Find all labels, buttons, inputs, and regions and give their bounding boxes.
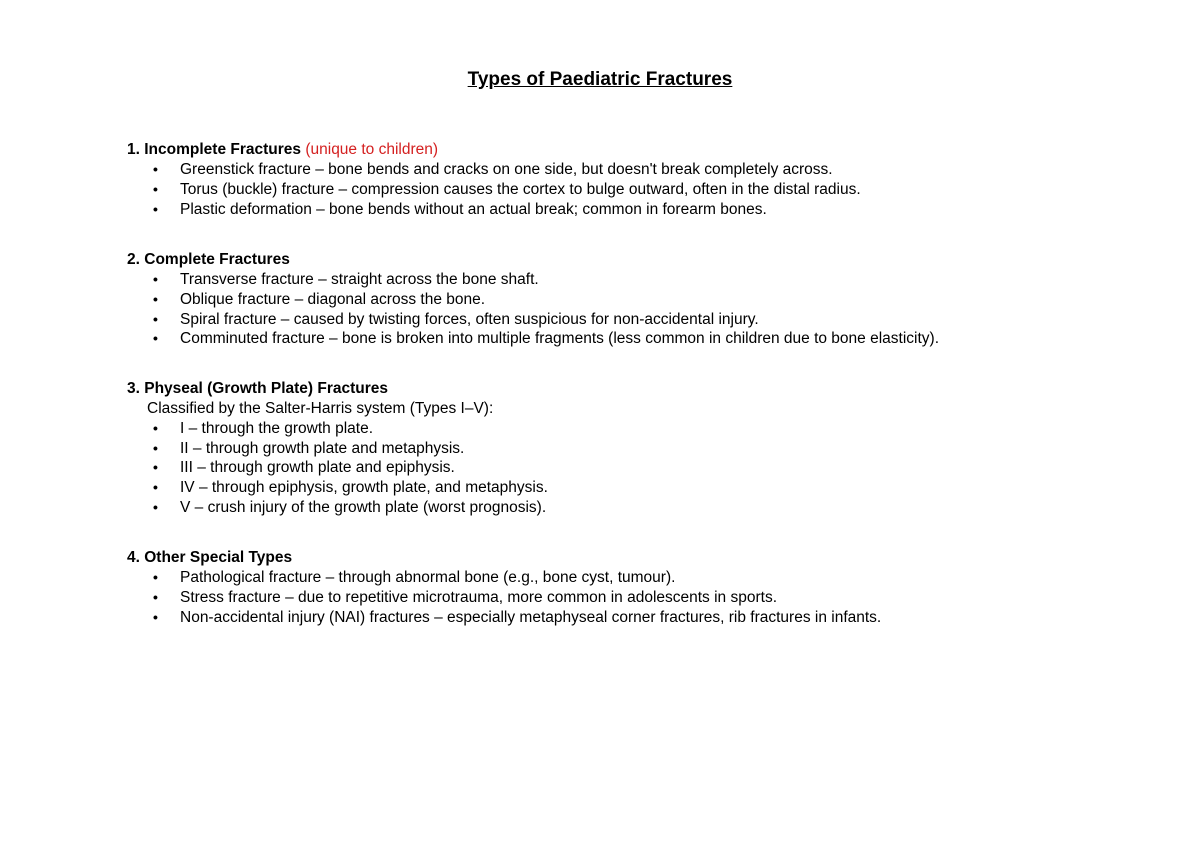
section-title: Complete Fractures bbox=[144, 251, 290, 268]
bullet-icon: • bbox=[153, 310, 158, 327]
section-number: 4. bbox=[127, 549, 140, 566]
list-item-text: Stress fracture – due to repetitive microtrauma, more common in adolescents in sports. bbox=[180, 588, 777, 606]
bullet-icon: • bbox=[153, 290, 158, 307]
list-item-text: Comminuted fracture – bone is broken into multiple fragments (less common in children due to bone elasticity). bbox=[180, 330, 940, 348]
bullet-list bbox=[127, 568, 1127, 627]
list-item-text: II – through growth plate and metaphysis. bbox=[180, 439, 465, 457]
list-item-text: Oblique fracture – diagonal across the bone. bbox=[180, 290, 486, 308]
bullet-list bbox=[127, 270, 1127, 349]
bullet-icon: • bbox=[153, 271, 158, 287]
section-note: (unique to children) bbox=[305, 141, 439, 158]
list-item bbox=[127, 180, 1127, 200]
list-item-text: Torus (buckle) fracture – compression causes the cortex to bulge outward, often in the distal radius. bbox=[180, 180, 861, 198]
list-item bbox=[127, 439, 1127, 459]
list-item bbox=[127, 290, 1127, 310]
list-item bbox=[127, 588, 1127, 608]
list-item-text: Pathological fracture – through abnormal bone (e.g., bone cyst, tumour). bbox=[180, 569, 676, 586]
section-heading bbox=[127, 140, 1127, 160]
section-heading bbox=[127, 379, 1127, 399]
list-item-text: I – through the growth plate. bbox=[180, 419, 374, 437]
list-item bbox=[127, 310, 1127, 330]
section-number: 3. bbox=[127, 380, 140, 397]
section-other-special-types bbox=[127, 548, 1127, 627]
list-item bbox=[127, 568, 1127, 588]
list-item bbox=[127, 498, 1127, 518]
bullet-list bbox=[127, 160, 1127, 219]
bullet-icon: • bbox=[153, 439, 158, 456]
bullet-icon: • bbox=[153, 608, 158, 625]
bullet-icon: • bbox=[153, 569, 158, 585]
section-title: Physeal (Growth Plate) Fractures bbox=[144, 380, 389, 397]
section-heading bbox=[127, 548, 1127, 568]
section-title: Other Special Types bbox=[144, 549, 293, 566]
bullet-icon: • bbox=[153, 419, 158, 436]
list-item-text: Spiral fracture – caused by twisting forces, often suspicious for non-accidental injury. bbox=[180, 310, 759, 328]
section-number: 1. bbox=[127, 141, 140, 158]
section-number: 2. bbox=[127, 251, 140, 268]
document-title: Types of Paediatric Fractures bbox=[467, 69, 733, 90]
section-incomplete-fractures bbox=[127, 140, 1127, 219]
section-intro: Classified by the Salter-Harris system (Types I–V): bbox=[147, 400, 494, 417]
bullet-icon: • bbox=[153, 479, 158, 496]
bullet-icon: • bbox=[153, 180, 158, 197]
bullet-icon: • bbox=[153, 498, 158, 515]
section-complete-fractures bbox=[127, 250, 1127, 349]
bullet-list bbox=[127, 419, 1127, 518]
list-item bbox=[127, 200, 1127, 220]
list-item-text: Non-accidental injury (NAI) fractures – especially metaphyseal corner fractures, rib fractures in infants. bbox=[180, 608, 882, 626]
section-title: Incomplete Fractures bbox=[144, 141, 302, 158]
list-item bbox=[127, 608, 1127, 628]
list-item bbox=[127, 329, 1127, 349]
list-item-text: Plastic deformation – bone bends without an actual break; common in forearm bones. bbox=[180, 200, 767, 218]
list-item-text: V – crush injury of the growth plate (worst prognosis). bbox=[180, 498, 547, 516]
list-item bbox=[127, 270, 1127, 290]
list-item-text: Transverse fracture – straight across the bone shaft. bbox=[180, 271, 539, 288]
bullet-icon: • bbox=[153, 588, 158, 605]
list-item-text: Greenstick fracture – bone bends and cracks on one side, but doesn't break completely across. bbox=[180, 161, 833, 178]
list-item bbox=[127, 478, 1127, 498]
section-physeal-fractures bbox=[127, 379, 1127, 518]
list-item bbox=[127, 160, 1127, 180]
list-item-text: III – through growth plate and epiphysis. bbox=[180, 459, 455, 477]
section-heading bbox=[127, 250, 1127, 270]
bullet-icon: • bbox=[153, 161, 158, 177]
list-item bbox=[127, 458, 1127, 478]
list-item-text: IV – through epiphysis, growth plate, and metaphysis. bbox=[180, 479, 548, 497]
list-item bbox=[127, 419, 1127, 439]
bullet-icon: • bbox=[153, 459, 158, 476]
bullet-icon: • bbox=[153, 200, 158, 217]
bullet-icon: • bbox=[153, 330, 158, 347]
